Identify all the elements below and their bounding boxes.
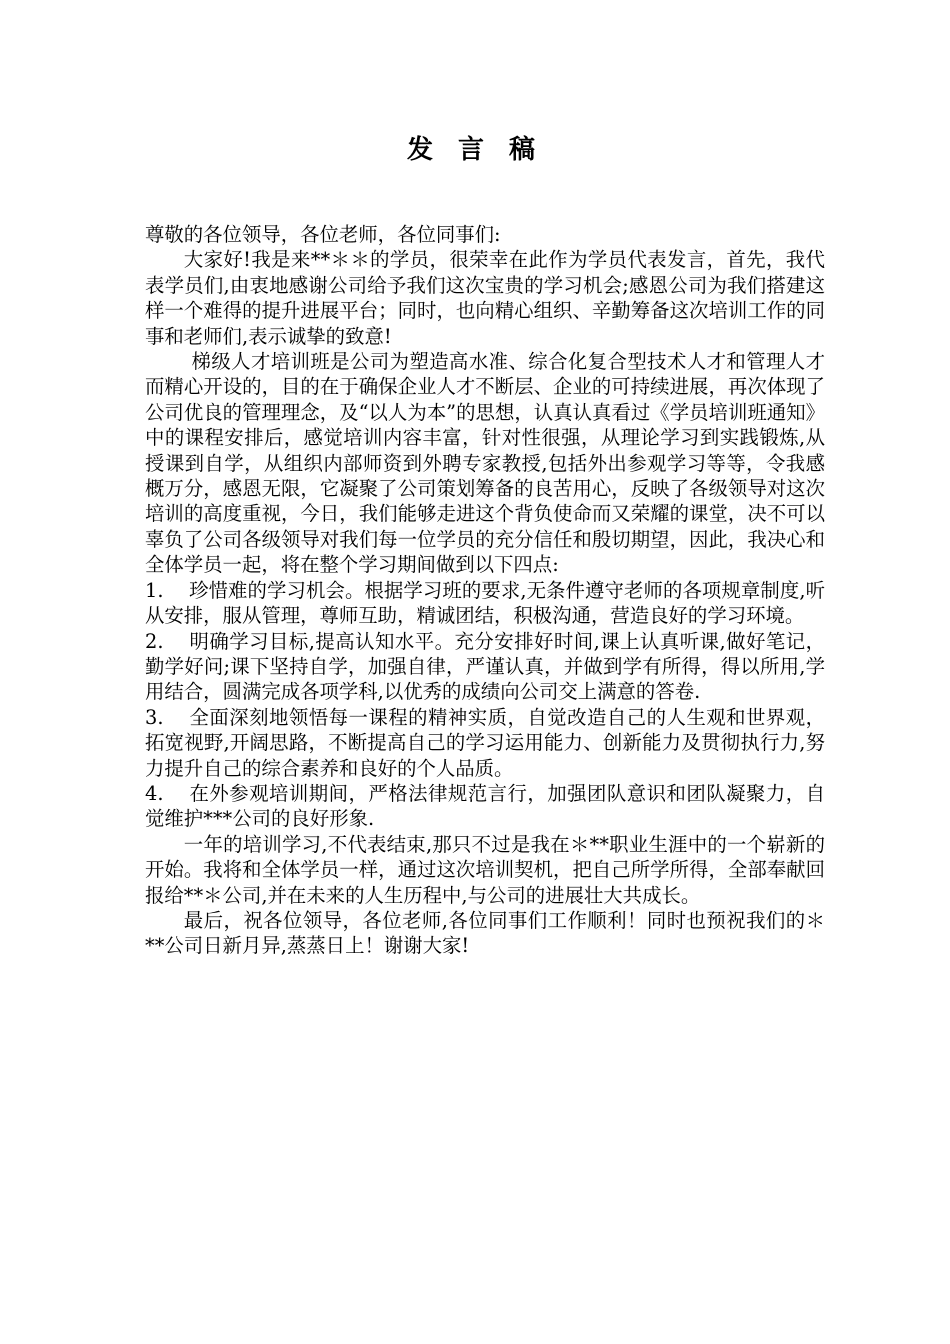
salutation: 尊敬的各位领导，各位老师，各位同事们: <box>145 223 501 246</box>
list-item <box>145 629 825 705</box>
paragraph-intro: 大家好!我是来**＊＊的学员，很荣幸在此作为学员代表发言，首先，我代表学员们,由衷地感谢公司给予我们这次宝贵的学习机会;感恩公司为我们搭建这样一个难得的提升进展平台；同时，也向精心组织、辛勤筹备这次培训工作的同事和老师们,表示诚挚的致意! <box>145 248 825 348</box>
list-item <box>145 781 825 832</box>
list-number: 1. <box>145 578 164 602</box>
list-text: 在外参观培训期间，严格法律规范言行，加强团队意识和团队凝聚力，自觉维护***公司的良好形象. <box>145 781 825 831</box>
list-number: 3. <box>145 705 164 729</box>
list-number: 2. <box>145 629 164 653</box>
list-text: 珍惜难的学习机会。根据学习班的要求,无条件遵守老师的各项规章制度,听从安排，服从管理，尊师互助，精诚团结，积极沟通，营造良好的学习环境。 <box>145 578 825 628</box>
document-body <box>145 222 825 959</box>
paragraph-program: 梯级人才培训班是公司为塑造高水准、综合化复合型技术人才和管理人才而精心开设的，目的在于确保企业人才不断层、企业的可持续进展，再次体现了公司优良的管理理念，及“以人为本”的思想，认真认真看过《学员培训班通知》中的课程安排后，感觉培训内容丰富，针对性很强，从理论学习到实践锻炼,从授课到自学，从组织内部师资到外聘专家教授,包括外出参观学习等等，令我感概万分，感恩无限，它凝聚了公司策划筹备的良苦用心，反映了各级领导对这次培训的高度重视，今日，我们能够走进这个背负使命而又荣耀的课堂，决不可以辜负了公司各级领导对我们每一位学员的充分信任和殷切期望，因此，我决心和全体学员一起，将在整个学习期间做到以下四点: <box>145 350 825 577</box>
document-title: 发 言 稿 <box>406 135 544 165</box>
list-text: 明确学习目标,提高认知水平。充分安排好时间,课上认真听课,做好笔记，勤学好问;课下坚持自学，加强自律，严谨认真，并做到学有所得，得以所用,学用结合，圆满完成各项学科,以优秀的成绩向公司交上满意的答卷. <box>145 629 825 704</box>
paragraph-future: 一年的培训学习,不代表结束,那只不过是我在＊**职业生涯中的一个崭新的开始。我将和全体学员一样，通过这次培训契机，把自己所学所得，全部奉献回报给**＊公司,并在未来的人生历程中,与公司的进展壮大共成长。 <box>145 832 825 907</box>
list-item <box>145 578 825 629</box>
list-item <box>145 705 825 781</box>
list-text: 全面深刻地领悟每一课程的精神实质，自觉改造自己的人生观和世界观，拓宽视野,开阔思路，不断提高自己的学习运用能力、创新能力及贯彻执行力,努力提升自己的综合素养和良好的个人品质。 <box>145 705 825 780</box>
paragraph-closing: 最后，祝各位领导，各位老师,各位同事们工作顺利！同时也预祝我们的＊**公司日新月异,蒸蒸日上！谢谢大家! <box>145 908 825 958</box>
list-number: 4. <box>145 781 164 805</box>
